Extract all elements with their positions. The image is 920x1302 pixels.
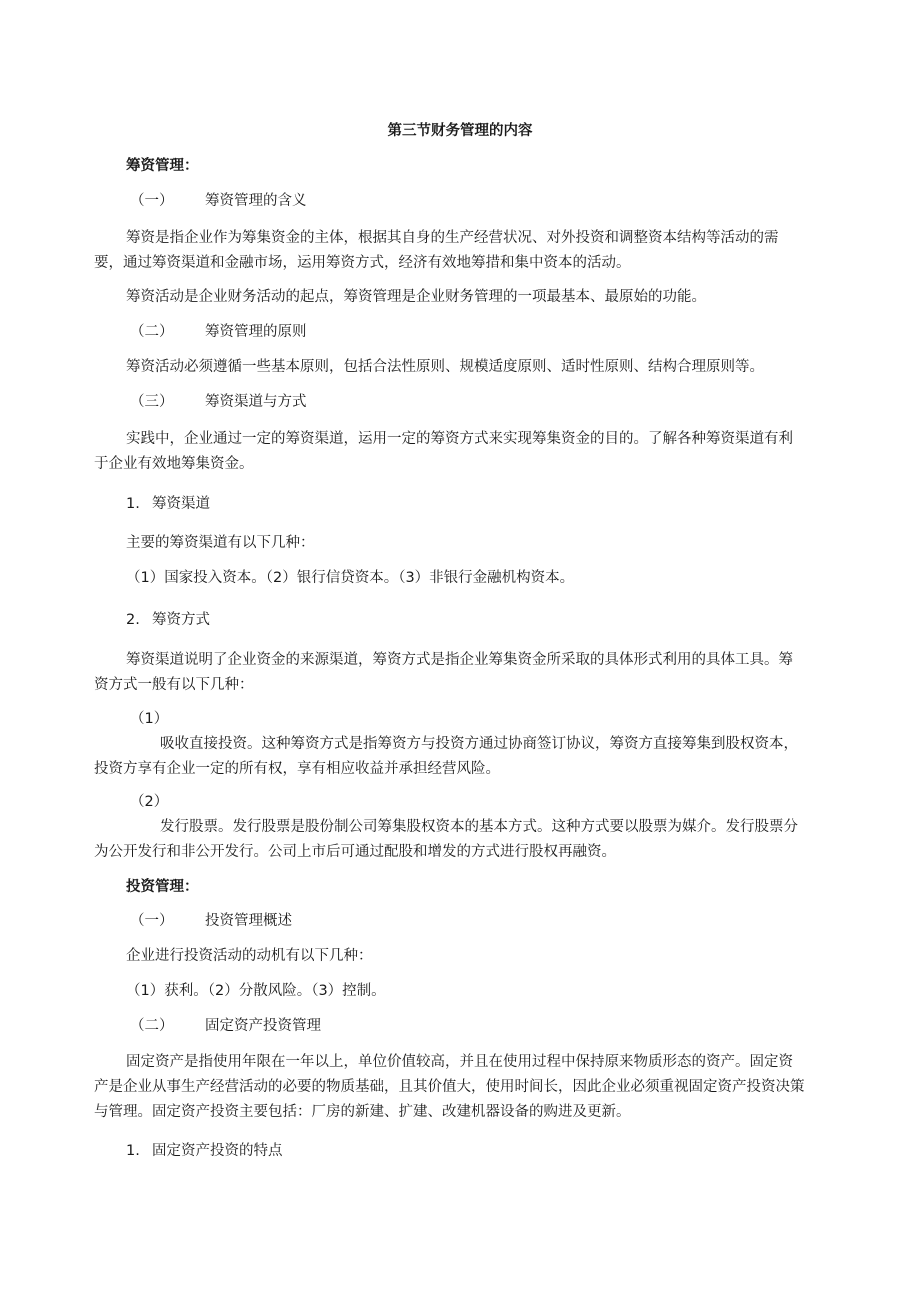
- paragraph: 筹资是指企业作为筹集资金的主体，根据其自身的生产经营状况、对外投资和调整资本结构等活动的需要，通过筹资渠道和金融市场，运用筹资方式，经济有效地筹措和集中资本的活动。: [94, 230, 779, 271]
- item-title: 筹资渠道: [152, 496, 210, 512]
- numbered-heading: [126, 610, 210, 630]
- subsection-title: 筹资管理的原则: [205, 324, 307, 340]
- numbered-heading: [126, 494, 210, 514]
- item-title: 筹资方式: [152, 612, 210, 628]
- section-heading-investment: 投资管理：: [126, 879, 199, 895]
- subsection-title: 筹资管理的含义: [205, 193, 307, 209]
- paragraph: 筹资活动必须遵循一些基本原则，包括合法性原则、规模适度原则、适时性原则、结构合理原则等。: [126, 359, 764, 375]
- list-item-text: 吸收直接投资。这种筹资方式是指筹资方与投资方通过协商签订协议，筹资方直接筹集到股权资本，投资方享有企业一定的所有权，享有相应收益并承担经营风险。: [94, 736, 798, 777]
- list-item-number: （1）: [130, 711, 169, 727]
- list-item-number: （2）: [130, 794, 169, 810]
- paragraph: （1）国家投入资本。（2）银行信贷资本。（3）非银行金融机构资本。: [126, 570, 575, 586]
- page-title: 第三节财务管理的内容: [387, 123, 533, 139]
- subsection-number: （二）: [130, 1018, 174, 1034]
- subsection-heading: [130, 322, 307, 342]
- subsection-number: （三）: [130, 394, 174, 410]
- paragraph: 筹资活动是企业财务活动的起点，筹资管理是企业财务管理的一项最基本、最原始的功能。: [126, 289, 706, 305]
- subsection-title: 固定资产投资管理: [205, 1018, 321, 1034]
- list-item-text: 发行股票。发行股票是股份制公司筹集股权资本的基本方式。这种方式要以股票为媒介。发行股票分为公开发行和非公开发行。公司上市后可通过配股和增发的方式进行股权再融资。: [94, 819, 798, 860]
- paragraph: 企业进行投资活动的动机有以下几种：: [126, 948, 373, 964]
- subsection-heading: [130, 1016, 321, 1036]
- subsection-heading: [130, 392, 307, 412]
- subsection-number: （一）: [130, 913, 174, 929]
- paragraph: 筹资渠道说明了企业资金的来源渠道，筹资方式是指企业筹集资金所采取的具体形式利用的具体工具。筹资方式一般有以下几种：: [94, 652, 793, 693]
- paragraph: （1）获利。（2）分散风险。（3）控制。: [126, 983, 386, 999]
- subsection-number: （一）: [130, 193, 174, 209]
- subsection-title: 筹资渠道与方式: [205, 394, 307, 410]
- subsection-heading: [130, 191, 307, 211]
- subsection-heading: [130, 911, 292, 931]
- item-number: 1.: [126, 496, 140, 512]
- item-number: 2.: [126, 612, 140, 628]
- subsection-number: （二）: [130, 324, 174, 340]
- item-title: 固定资产投资的特点: [152, 1143, 283, 1159]
- paragraph: 主要的筹资渠道有以下几种：: [126, 535, 315, 551]
- section-heading-financing: 筹资管理：: [126, 158, 199, 174]
- paragraph: 实践中，企业通过一定的筹资渠道，运用一定的筹资方式来实现筹集资金的目的。了解各种筹资渠道有利于企业有效地筹集资金。: [94, 431, 793, 472]
- subsection-title: 投资管理概述: [205, 913, 292, 929]
- paragraph: 固定资产是指使用年限在一年以上，单位价值较高，并且在使用过程中保持原来物质形态的资产。固定资产是企业从事生产经营活动的必要的物质基础，且其价值大，使用时间长，因此企业必须重视固定资产投资决策与管理。固定资产投资主要包括：厂房的新建、扩建、改建机器设备的购进及更新。: [94, 1054, 805, 1120]
- numbered-heading: [126, 1141, 283, 1161]
- item-number: 1.: [126, 1143, 140, 1159]
